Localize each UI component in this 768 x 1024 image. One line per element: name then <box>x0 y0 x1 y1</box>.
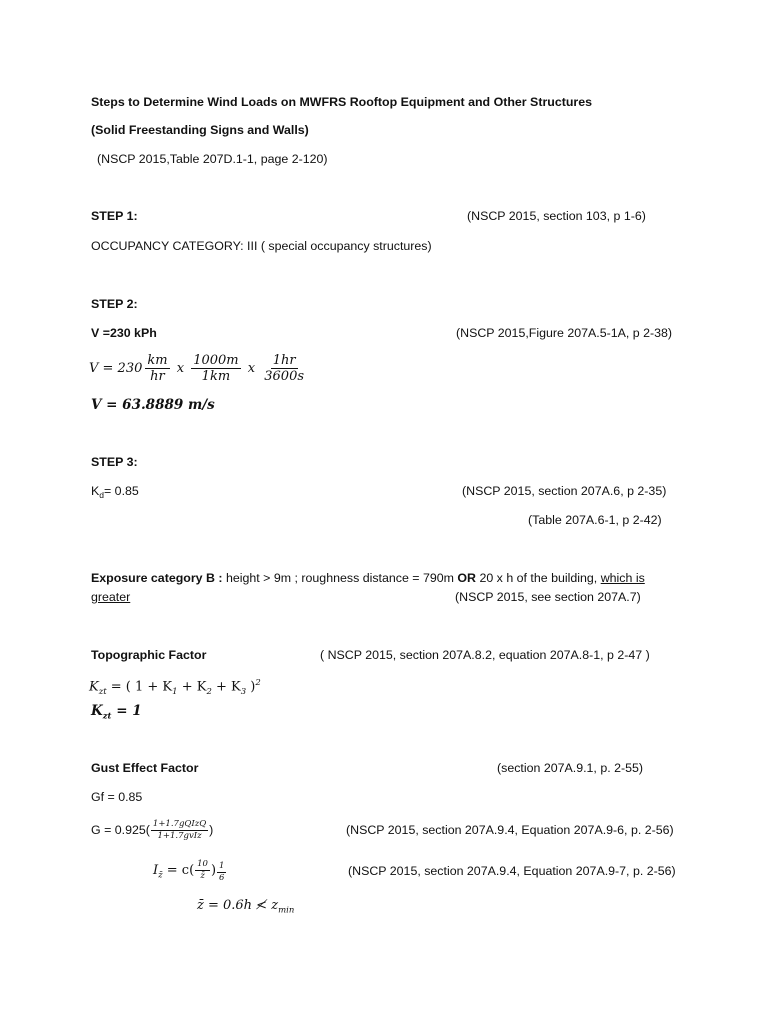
occupancy-category: OCCUPANCY CATEGORY: III ( special occupancy structures) <box>91 239 432 253</box>
step2-heading: STEP 2: <box>91 297 138 311</box>
step3-ref: (NSCP 2015, section 207A.6, p 2-35) <box>462 484 667 498</box>
topographic-ref: ( NSCP 2015, section 207A.8.2, equation 207A.8-1, p 2-47 ) <box>320 648 650 662</box>
velocity-conversion-equation: V = 230 $\frac{km}{hr}$ x $\frac{1000m}{1km}$ x $\frac{1hr}{3600s}$ <box>89 353 305 384</box>
kd-line: $K_d= 0.85$ <box>91 484 139 500</box>
g-equation: G = 0.925( $\frac{\text{1+1.7gQIzQ}}{\text{1+1.7gvIz}}$ ) <box>91 819 214 842</box>
doc-subtitle: (Solid Freestanding Signs and Walls) <box>91 123 309 137</box>
fraction-hr-s: $\frac{1hr}{3600s}$ <box>264 353 305 384</box>
fraction-m-km: $\frac{1000m}{1km}$ <box>193 353 239 384</box>
step3-heading: STEP 3: <box>91 455 138 469</box>
kzt-equation: $K_{zt}$ = ( $1 + K_1 + K_2 + K_3$ )$^2$ <box>89 678 261 697</box>
exposure-ref: (NSCP 2015, see section 207A.7) <box>455 590 641 604</box>
gust-ref: (section 207A.9.1, p. 2-55) <box>497 761 644 775</box>
kzt-result: $K_{zt} = 1$ <box>91 703 142 722</box>
gf-value: Gf = 0.85 <box>91 790 143 804</box>
step1-heading: STEP 1: <box>91 209 138 223</box>
eq-lhs: V = 230 <box>89 361 143 376</box>
iz-equation: $I_{z̄} = c$( $\frac{10}{z̄}$ ) $\frac{1}{6}$ <box>153 859 225 883</box>
doc-reference: (NSCP 2015,Table 207D.1-1, page 2-120) <box>97 152 328 166</box>
zbar-equation: z̄ = 0.6h ≮ $z_{min}$ <box>197 898 295 916</box>
exposure-line: Exposure category B : height > 9m ; roughness distance = 790m OR 20 x h of the building, which is <box>91 571 645 585</box>
step3-table-ref: (Table 207A.6-1, p 2-42) <box>528 513 662 527</box>
step2-ref: (NSCP 2015,Figure 207A.5-1A, p 2-38) <box>456 326 673 340</box>
gust-heading: Gust Effect Factor <box>91 761 199 775</box>
iz-equation-ref: (NSCP 2015, section 207A.9.4, Equation 207A.9-7, p. 2-56) <box>348 864 676 878</box>
doc-title: Steps to Determine Wind Loads on MWFRS Rooftop Equipment and Other Structures <box>91 95 593 109</box>
fraction-km-hr: $\frac{km}{hr}$ <box>147 353 168 384</box>
exposure-line-2: greater <box>91 590 131 604</box>
g-fraction: $\frac{\text{1+1.7gQIzQ}}{\text{1+1.7gvIz}}$ <box>152 819 207 842</box>
g-equation-ref: (NSCP 2015, section 207A.9.4, Equation 207A.9-6, p. 2-56) <box>346 823 674 837</box>
wind-speed-line: V =230 kPh <box>91 326 157 340</box>
topographic-heading: Topographic Factor <box>91 648 207 662</box>
velocity-result: V = 63.8889 m/s <box>91 397 215 413</box>
step1-ref: (NSCP 2015, section 103, p 1-6) <box>467 209 646 223</box>
